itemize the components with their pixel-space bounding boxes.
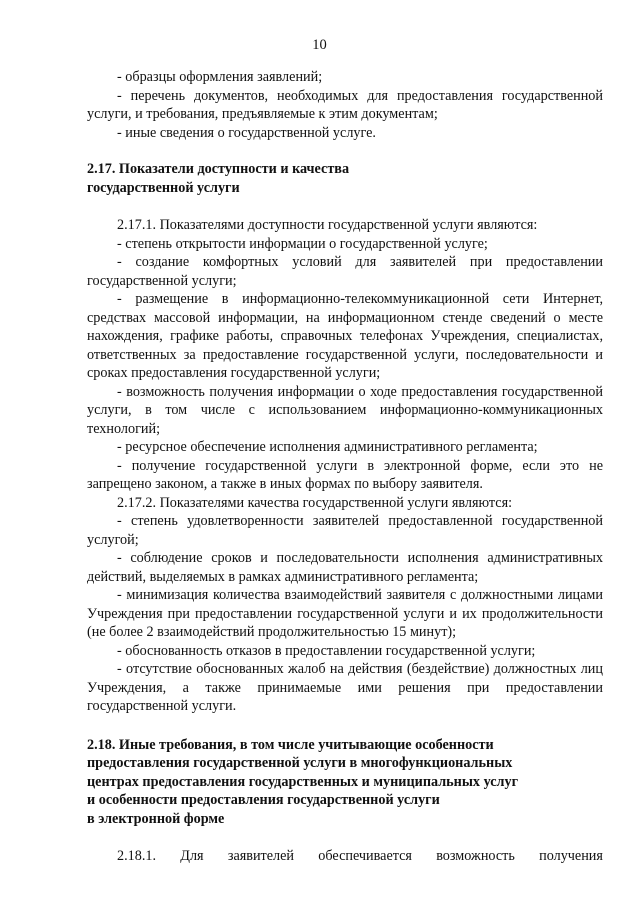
list-item: - степень открытости информации о государственной услуге; bbox=[117, 235, 488, 252]
document-body bbox=[87, 68, 603, 866]
heading-line: государственной услуги bbox=[87, 179, 240, 196]
heading-line: в электронной форме bbox=[87, 810, 225, 827]
list-item: - возможность получения информации о ходе предоставления государственной услуги, в том числе с использованием информационно-коммуникационных технологий; bbox=[87, 383, 603, 437]
heading-line: 2.17. Показатели доступности и качества bbox=[87, 161, 350, 177]
list-item: - степень удовлетворенности заявителей предоставленной государственной услугой; bbox=[87, 513, 603, 548]
list-item: - создание комфортных условий для заявителей при предоставлении государственной услуги; bbox=[87, 254, 603, 289]
list-item: - перечень документов, необходимых для предоставления государственной услуги, и требования, предъявляемые к этим документам; bbox=[87, 87, 603, 122]
paragraph: 2.17.1. Показателями доступности государственной услуги являются: bbox=[117, 217, 538, 233]
word: обеспечивается bbox=[318, 848, 412, 864]
list-item: - образцы оформления заявлений; bbox=[117, 69, 323, 85]
list-item: - соблюдение сроков и последовательности исполнения административных действий, выделяемых в рамках административного регламента; bbox=[87, 550, 603, 585]
list-item: - отсутствие обоснованных жалоб на действия (бездействие) должностных лиц Учреждения, а также принимаемые ими решения при предоставлении государственной услуги. bbox=[87, 661, 603, 714]
word: возможность bbox=[436, 848, 515, 864]
section-heading-2-17 bbox=[87, 160, 603, 197]
word: Для bbox=[180, 848, 204, 864]
list-item: - минимизация количества взаимодействий заявителя с должностными лицами Учреждения при предоставлении государственной услуги и их продолжительности (не более 2 взаимодействий продолжительностью 15 минут); bbox=[87, 587, 603, 640]
heading-line: предоставления государственной услуги в многофункциональных bbox=[87, 755, 513, 771]
list-item: - иные сведения о государственной услуге. bbox=[117, 124, 376, 141]
paragraph-2-18-1-start bbox=[87, 847, 603, 866]
word: 2.18.1. bbox=[117, 848, 157, 864]
paragraph: 2.17.2. Показателями качества государственной услуги являются: bbox=[117, 494, 513, 511]
heading-line: и особенности предоставления государственной услуги bbox=[87, 792, 440, 808]
section-heading-2-18 bbox=[87, 736, 603, 829]
heading-line: 2.18. Иные требования, в том числе учитывающие особенности bbox=[87, 736, 494, 753]
list-item: - обоснованность отказов в предоставлении государственной услуги; bbox=[117, 642, 536, 659]
list-item: - ресурсное обеспечение исполнения административного регламента; bbox=[117, 439, 538, 455]
word: заявителей bbox=[227, 848, 295, 864]
list-item: - размещение в информационно-телекоммуникационной сети Интернет, средствах массовой информации, на информационном стенде сведений о месте нахождения, графике работы, справочных телефонах Учреждения, специалистах, ответственных за предоставление государственной услуги, последовательности и сроках предоставления государственной услуги; bbox=[87, 291, 603, 381]
heading-line: центрах предоставления государственных и муниципальных услуг bbox=[87, 773, 519, 790]
page-number: 10 bbox=[312, 37, 327, 53]
word: получения bbox=[539, 848, 603, 864]
list-item: - получение государственной услуги в электронной форме, если это не запрещено законом, а также в иных формах по выбору заявителя. bbox=[87, 457, 603, 492]
